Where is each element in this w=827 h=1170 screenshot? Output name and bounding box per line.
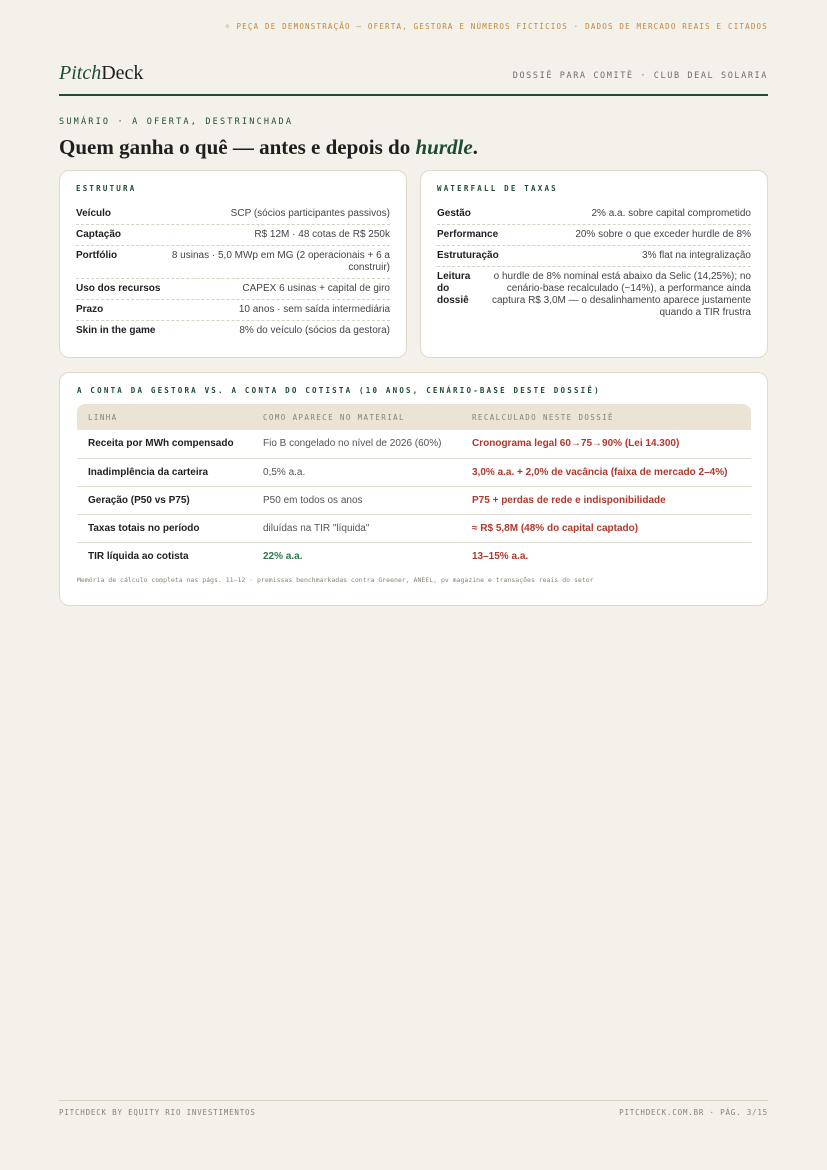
cell-recalc: 3,0% a.a. + 2,0% de vacância (faixa de mercado 2–4%)	[461, 458, 751, 486]
cell-material: 22% a.a.	[263, 550, 303, 562]
item-key: Estruturação	[437, 250, 499, 261]
list-item	[76, 204, 390, 225]
cell-recalc: P75 + perdas de rede e indisponibilidade	[461, 486, 751, 514]
cell-material: diluídas na TIR "líquida"	[252, 514, 461, 542]
estrutura-list	[76, 204, 390, 341]
table-row	[77, 514, 751, 542]
page-footer	[59, 1100, 768, 1117]
estrutura-label: ESTRUTURA	[76, 184, 137, 193]
item-value: 8 usinas · 5,0 MWp em MG (2 operacionais + 6 a construir)	[171, 250, 390, 273]
brand-logo[interactable]	[59, 62, 143, 85]
item-value: 8% do veículo (sócios da gestora)	[239, 325, 390, 336]
cell-recalc: ≈ R$ 5,8M (48% do capital captado)	[461, 514, 751, 542]
item-value: 10 anos · sem saída intermediária	[238, 304, 390, 315]
section-eyebrow: SUMÁRIO · A OFERTA, DESTRINCHADA	[59, 117, 294, 127]
list-item	[437, 267, 751, 323]
table-row	[77, 430, 751, 458]
table-header-row	[77, 404, 751, 430]
cell-line: Inadimplência da carteira	[77, 458, 252, 486]
estrutura-card	[59, 170, 407, 358]
list-item	[76, 300, 390, 321]
table-row	[77, 486, 751, 514]
list-item	[76, 225, 390, 246]
item-value: 20% sobre o que exceder hurdle de 8%	[575, 229, 751, 240]
cell-line: Receita por MWh compensado	[77, 430, 252, 458]
item-key: Gestão	[437, 208, 471, 219]
list-item	[437, 246, 751, 267]
item-value: 2% a.a. sobre capital comprometido	[591, 208, 751, 219]
waterfall-card	[420, 170, 768, 358]
item-value: R$ 12M · 48 cotas de R$ 250k	[254, 229, 390, 240]
brand-part-1: Pitch	[59, 62, 102, 84]
item-key: Prazo	[76, 304, 104, 315]
list-item	[437, 204, 751, 225]
cell-material: Fio B congelado no nível de 2026 (60%)	[252, 430, 461, 458]
item-value: o hurdle de 8% nominal está abaixo da Selic (14,25%); no cenário-base recalculado (~14%), a performance ainda captura R$ 3,0M — o desalinhamento aparece justamente quando a TIR frustra	[491, 271, 751, 318]
cell-material: P50 em todos os anos	[252, 486, 461, 514]
waterfall-label: WATERFALL DE TAXAS	[437, 184, 558, 193]
brand-part-2: Deck	[101, 62, 144, 84]
footer-right: PITCHDECK.COM.BR · PÁG. 3/15	[619, 1108, 768, 1117]
list-item	[437, 225, 751, 246]
cell-recalc: 13–15% a.a.	[472, 550, 529, 562]
col-header-line: LINHA	[77, 404, 252, 430]
col-header-material: COMO APARECE NO MATERIAL	[252, 404, 461, 430]
item-value: CAPEX 6 usinas + capital de giro	[242, 283, 390, 294]
comparison-table	[77, 404, 751, 570]
item-value: 3% flat na integralização	[642, 250, 751, 261]
comparison-card	[59, 372, 768, 606]
title-emphasis: hurdle	[415, 135, 473, 159]
cell-material: 0,5% a.a.	[252, 458, 461, 486]
waterfall-list	[437, 204, 751, 323]
item-key: Leitura do dossiê	[437, 271, 471, 306]
item-value: SCP (sócios participantes passivos)	[230, 208, 390, 219]
col-header-recalc: RECALCULADO NESTE DOSSIÊ	[461, 404, 751, 430]
table-row	[77, 458, 751, 486]
item-key: Captação	[76, 229, 122, 240]
cell-line: Taxas totais no período	[77, 514, 252, 542]
list-item	[76, 246, 390, 279]
list-item	[76, 279, 390, 300]
cell-recalc: Cronograma legal 60→75→90% (Lei 14.300)	[461, 430, 751, 458]
item-key: Performance	[437, 229, 499, 240]
footer-left: PITCHDECK BY EQUITY RIO INVESTIMENTOS	[59, 1108, 256, 1117]
table-row	[77, 542, 751, 570]
page-header	[59, 60, 768, 96]
cell-line: Geração (P50 vs P75)	[77, 486, 252, 514]
item-key: Uso dos recursos	[76, 283, 161, 294]
comparison-label: A CONTA DA GESTORA VS. A CONTA DO COTISTA (10 ANOS, CENÁRIO-BASE DESTE DOSSIÊ)	[77, 386, 601, 395]
title-prefix: Quem ganha o quê — antes e depois do	[59, 135, 416, 159]
item-key: Portfólio	[76, 250, 118, 261]
list-item	[76, 321, 390, 341]
cell-line: TIR líquida ao cotista	[88, 550, 189, 562]
header-doc-title: DOSSIÊ PARA COMITÊ · CLUB DEAL SOLARIA	[512, 71, 768, 81]
item-key: Skin in the game	[76, 325, 156, 336]
item-key: Veículo	[76, 208, 112, 219]
comparison-footnote: Memória de cálculo completa nas págs. 11–12 · premissas benchmarkadas contra Greener, ANEEL, pv magazine e transações reais do setor	[77, 576, 594, 584]
title-suffix: .	[472, 135, 478, 159]
demo-banner: ☼ PEÇA DE DEMONSTRAÇÃO — OFERTA, GESTORA E NÚMEROS FICTÍCIOS · DADOS DE MERCADO REAIS E CITADOS	[225, 22, 768, 31]
page-title	[59, 135, 478, 160]
